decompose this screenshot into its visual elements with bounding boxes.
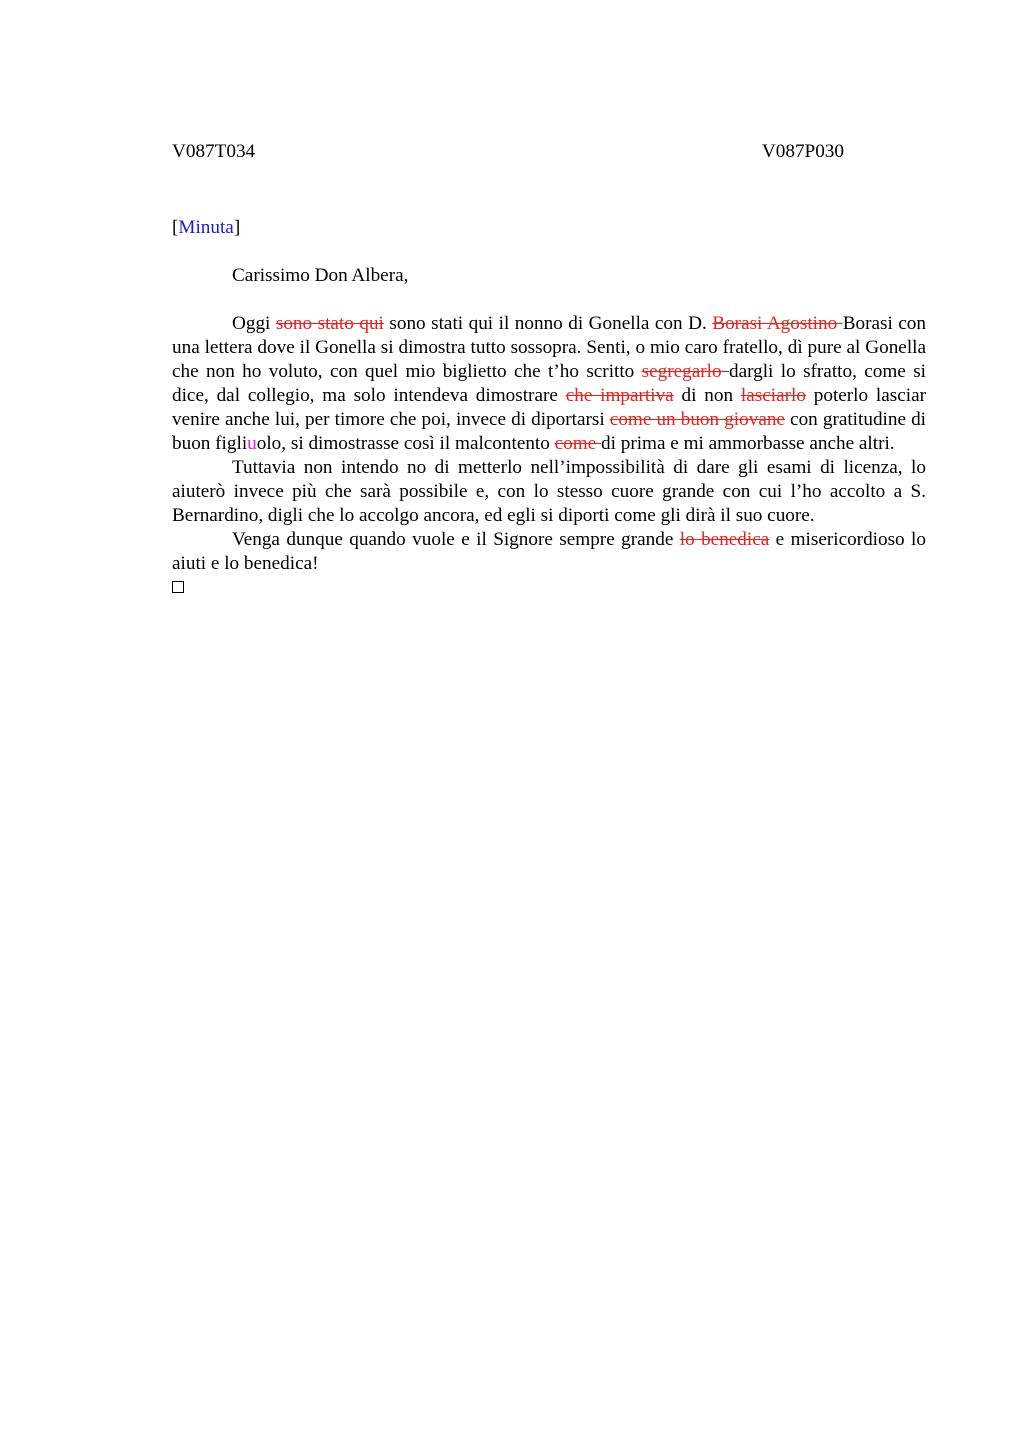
letter-paragraph [172,312,926,456]
body-text: e misericordioso lo aiuti e lo benedica! [172,529,926,574]
body-text: Oggi [232,313,276,334]
document-code-left: V087T034 [172,141,256,162]
deleted-text: come [554,433,602,454]
letter-paragraph [172,456,926,528]
document-header [172,140,844,176]
body-text: olo, si dimostrasse così il malcontento [256,433,555,454]
deleted-text: sono stato qui [275,313,384,334]
body-text: con gratitudine di buon figli [172,409,927,454]
end-mark-box-icon [172,581,184,593]
body-text: poterlo lasciar venire anche lui, per timore che poi, invece di diportarsi [172,385,927,430]
body-text: di non [673,385,741,406]
inserted-letter: u [247,433,257,454]
salutation: Carissimo Don Albera, [232,265,409,286]
body-text: Tuttavia non intendo no di metterlo nell’impossibilità di dare gli esami di licenza, lo aiuterò invece più che sarà possibile e, con lo stesso cuore grande con cui l’ho accolto a S. Bernardino, digli che lo accolgo ancora, ed egli si diporti come gli dirà il suo cuore. [172,457,926,526]
body-text: di prima e mi ammorbasse anche altri. [601,433,895,454]
body-text: Borasi con una lettera dove il Gonella si dimostra tutto sossopra. Senti, o mio caro fratello, dì pure al Gonella che non ho voluto, con quel mio biglietto che t’ho scritto [172,313,926,382]
document-code-right: V087P030 [761,141,844,162]
deleted-text: come un buon giovane [609,409,785,430]
letter-body [172,312,926,576]
deleted-text: che impartiva [565,385,674,406]
minuta-text: Minuta [178,217,234,238]
letter-page [172,140,926,593]
body-text: dargli lo sfratto, come si dice, dal collegio, ma solo intendeva dimostrare [172,361,926,406]
minuta-close-bracket: ] [233,217,241,238]
deleted-text: segregarlo [641,361,729,382]
letter-paragraph [172,528,926,576]
body-text: sono stati qui il nonno di Gonella con D. [383,313,713,334]
minuta-open-bracket: [ [172,217,179,238]
deleted-text: lasciarlo [740,385,806,406]
body-text: Venga dunque quando vuole e il Signore sempre grande [232,529,680,550]
minuta-label [172,216,926,240]
deleted-text: Borasi Agostino [712,313,843,334]
deleted-text: lo benedica [679,529,770,550]
